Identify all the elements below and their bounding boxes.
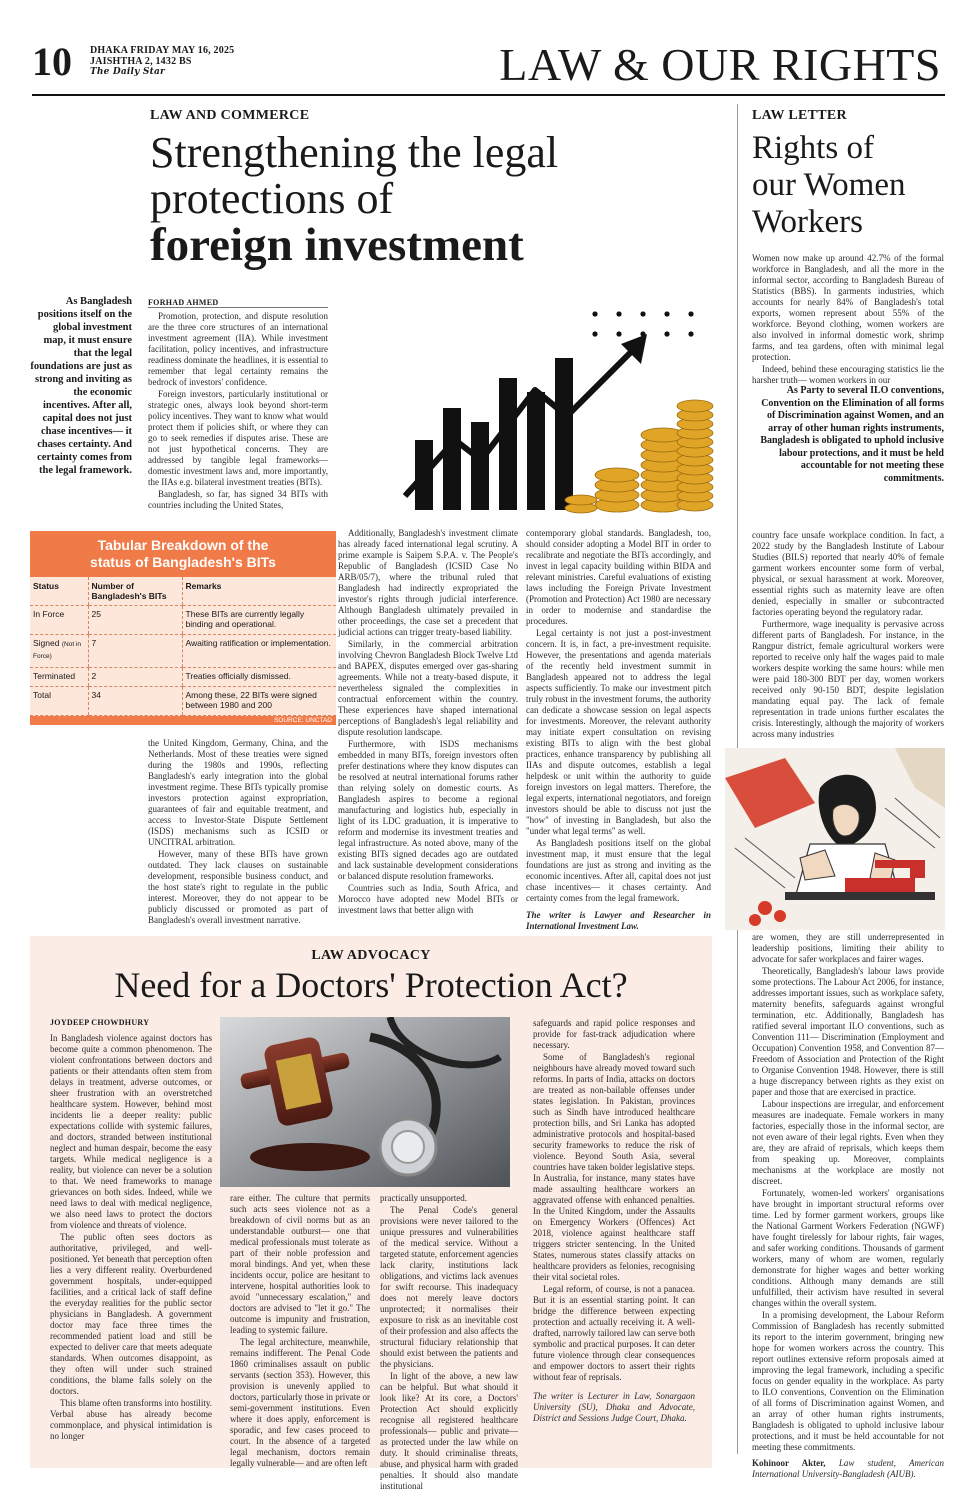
advocacy-column-1 (50, 1033, 212, 1443)
sewing-machine-icon (725, 748, 945, 930)
author-name: Kohinoor Akter, (752, 1458, 826, 1468)
paragraph: Foreign investors, particularly institutional or strategic ones, always look beyond short-term policy incentives. They want to know what would protect them if policies shift, or where they can go to seek remedies if disputes arise. These are not just hypothetical concerns. They are addressed by tangible legal frameworks— domestic investment laws and, more importantly, the IIAs e.g. bilateral investment treaties (BITs). (148, 389, 328, 487)
paragraph: practically unsupported. (380, 1193, 467, 1203)
paragraph: However, many of these BITs have grown outdated. They lack clauses on sustainable development, responsible business conduct, and the host state's right to regulate in the public interest. Moreover, they do not appear to be publicly discussed or promoted as part of Bangladesh's overall investment narrative. (148, 849, 328, 925)
letter-headline (752, 130, 952, 241)
paragraph: safeguards and rapid police responses and provide for fast-track adjudication where necessary. (533, 1018, 695, 1050)
paragraph: Indeed, behind these encouraging statistics lie the harsher truth— women workers in our (752, 364, 944, 385)
feature-column-1 (148, 311, 328, 512)
paragraph: As Bangladesh positions itself on the global investment map, it must ensure that the legal foundations are just as strong and inviting as the economic incentives. After all, capital does not just chase incentives— it chases certainty. And certainty comes from the legal framework. (526, 838, 711, 903)
letter-headline-line3: Workers (752, 204, 863, 240)
table-header-row (30, 577, 336, 606)
status-label: Total (33, 690, 51, 700)
woman-sewing-illustration (725, 748, 945, 930)
advocacy-column-2 (230, 1193, 370, 1470)
status-label: In Force (33, 609, 65, 619)
publication-logo: The Daily Star (90, 67, 165, 77)
feature-column-1-continued (148, 738, 328, 927)
feature-headline (150, 128, 710, 271)
status-cell (30, 687, 88, 716)
feature-kicker: LAW AND COMMERCE (150, 108, 310, 123)
paragraph: The legal architecture, meanwhile, remains indifferent. The Penal Code 1860 criminalises assault on public servants (section 353). However, this provision is unevenly applied to doctors, particularly those in private or semi-government institutions. Even where it does apply, enforcement is sporadic, and few cases proceed to court. In the absence of a targeted legal mechanism, doctors remain legally vulnerable— and are often left (230, 1337, 370, 1468)
status-label: Signed (33, 638, 60, 648)
paragraph: Furthermore, wage inequality is pervasive across different parts of Bangladesh. For instance, in the Rangpur district, female agricultural workers were reported to receive only half the wages paid to male workers despite working the same hours: while men were paid 180-300 BDT per day, women workers received only 90-150 BDT, despite legislation mandating equal pay. The lack of female representation in trade unions further escalates the crisis. Interestingly, although the majority of workers across many industries (752, 619, 944, 739)
paragraph: country face unsafe workplace condition. In fact, a 2022 study by the Bangladesh Institute of Labour Studies (BILS) reported that nearly 40% of female garment workers encounter some form of verbal, physical, or sexual harassment at work. Moreover, essential rights such as maternity leave are often denied, especially in smaller or subcontracted factories operating beyond the regulatory radar. (752, 530, 944, 617)
date-block (90, 45, 234, 78)
column-header: Status (30, 577, 88, 606)
author-desc: Law student, American International University-Bangladesh (AIUB). (752, 1458, 945, 1479)
letter-intro (752, 253, 944, 387)
advocacy-credit: The writer is Lecturer in Law, Sonargaon University (SU), Dhaka and Advocate, District and Sessions Judge Court, Dhaka. (533, 1391, 695, 1423)
number-cell: 2 (88, 668, 182, 687)
rising-arrow-coins-icon (395, 300, 717, 518)
paragraph: Some of Bangladesh's regional neighbours have already moved toward such reforms. In parts of India, attacks on doctors are treated as non-bailable offenses under states legislation. In Pakistan, provinces such as Sindh have introduced healthcare protection bills, and Sri Lanka has adopted administrative protocols and hospital-based security frameworks to reduce the risk of violence. Beyond South Asia, several countries have taken bolder legislative steps. In Australia, for instance, many states have made assaulting healthcare workers an aggravated offense with enhanced penalties. In the United Kingdom, under the Assaults on Emergency Workers (Offences) Act 2018, violence against healthcare staff triggers stricter sentencing. In the United States, numerous states classify attacks on healthcare providers as felonies, recognising their vital societal roles. (533, 1052, 695, 1282)
letter-pullquote: As Party to several ILO conventions, Convention on the Elimination of all forms of Discrimination against Women, and an array of other human rights instruments, Bangladesh is obligated to uphold inclusive labour protections, and it must be held accountable for not meeting these commitments. (760, 385, 944, 484)
feature-column-3 (526, 528, 711, 932)
remarks-cell: Among these, 22 BITs were signed between 1980 and 200 (182, 687, 336, 716)
status-label: Terminated (33, 671, 76, 681)
date-line: DHAKA FRIDAY MAY 16, 2025 (90, 45, 235, 56)
paragraph: Theoretically, Bangladesh's labour laws provide some protections. The Labour Act 2006, for instance, addresses important issues, such as workplace safety, maternity benefits, safeguards against wrongful termination, etc. Additionally, Bangladesh has ratified several important ILO conventions, such as Convention 111— Discrimination (Employment and Occupation) Convention 1958, and Convention 87— Freedom of Association and Protection of the Right to Organise Convention 1948. However, there is still a huge discrepancy between rights as they exist on paper and those that are exercised in practice. (752, 966, 944, 1097)
gavel-stethoscope-illustration (220, 1017, 510, 1187)
advocacy-kicker: LAW ADVOCACY (311, 948, 431, 963)
table-title (30, 531, 336, 577)
remarks-cell: These BITs are currently legally binding and operational. (182, 606, 336, 635)
number-cell: 34 (88, 687, 182, 716)
paragraph: Bangladesh, so far, has signed 34 BITs with countries including the United States, (148, 489, 328, 510)
paragraph: Countries such as India, South Africa, and Morocco have adopted new Model BITs or investment laws that better align with (338, 883, 518, 915)
letter-body (752, 530, 944, 741)
remarks-cell: Awaiting ratification or implementation. (182, 635, 336, 668)
gavel-icon (220, 1017, 510, 1187)
paragraph: Promotion, protection, and dispute resolution are the three core structures of an international investment agreement (IIA). While investment facilitation, policy incentives, and infrastructure readiness dominate the headlines, it is essential to remember that legal certainty remains the bedrock of investors' confidence. (148, 311, 328, 387)
feature-headline-line1: Strengthening the legal (150, 128, 559, 177)
paragraph: Additionally, Bangladesh's investment climate has already faced international legal scrutiny. A prime example is Saipem S.P.A. v. The People's Republic of Bangladesh (ICSID Case No ARB/05/7), where the tribunal ruled that Bangladesh had indirectly expropriated the investor's rights through judicial interference. Although Bangladesh ultimately prevailed in other proceedings, the case set a precedent that judicial actions can trigger treaty-based liability. (338, 528, 518, 637)
feature-headline-line3: foreign investment (150, 219, 524, 271)
number-cell: 25 (88, 606, 182, 635)
paragraph: In light of the above, a new law can be helpful. But what should it look like? At its core, a Doctors' Protection Act should explicitly recognise all registered healthcare professionals— public and private— as protected under the law while on duty. It should criminalise threats, abuse, and physical harm with graded penalties. It should also mandate institutional (380, 1371, 518, 1491)
byline-rule (148, 307, 328, 308)
section-title: LAW & OUR RIGHTS (499, 39, 941, 90)
advocacy-column-3 (380, 1193, 518, 1493)
table-title-line2: status of Bangladesh's BITs (90, 554, 276, 570)
advocacy-headline: Need for a Doctors' Protection Act? (114, 965, 628, 1005)
paragraph: The Penal Code's general provisions were never tailored to the unique pressures and vulnerabilities of the medical service. Without a targeted statute, enforcement agencies lack clarity, institutions lack obligations, and victims lack avenues for swift recourse. This inadequacy does not merely leave doctors unprotected; it normalises their exposure to risk as an inevitable cost of their profession and also affects the structural fiduciary relationship that should exist between the patients and the physicians. (380, 1205, 518, 1369)
bits-table (30, 531, 336, 725)
table-source: SOURCE: UNCTAD (30, 716, 336, 725)
column-header: Remarks (182, 577, 336, 606)
table-row (30, 687, 336, 716)
remarks-cell: Treaties officially dismissed. (182, 668, 336, 687)
letter-headline-line2: our Women (752, 167, 906, 203)
status-cell (30, 668, 88, 687)
feature-headline-line2: protections of (150, 174, 394, 223)
paragraph: Similarly, in the commercial arbitration involving Chevron Bangladesh Block Twelve Ltd and BAPEX, disputes emerged over gas-sharing agreements. While not a treaty-based dispute, it nevertheless signaled the complexities in contractual enforcement within the country. These experiences have shaped international perceptions of Bangladesh's legal reliability and dispute resolution landscape. (338, 639, 518, 737)
feature-column-2 (338, 528, 518, 917)
table-row (30, 635, 336, 668)
paragraph: Furthermore, with ISDS mechanisms embedded in many BITs, foreign investors often prefer destinations where they know disputes can be resolved at neutral international forums rather than relying solely on domestic courts. As Bangladesh aspires to become a regional manufacturing and logistics hub, especially in light of its LDC graduation, it is imperative to reform and modernise its investment treaties and legal infrastructure. As noted above, many of the existing BITs signed decades ago are outdated and lack sustainable development considerations or balanced dispute resolution frameworks. (338, 739, 518, 881)
letter-author (752, 1458, 944, 1480)
table-row (30, 668, 336, 687)
feature-credit: The writer is Lawyer and Researcher in International Investment Law. (526, 910, 711, 931)
masthead-rule (32, 94, 945, 96)
advocacy-byline: JOYDEEP CHOWDHURY (50, 1018, 150, 1027)
letter-headline-line1: Rights of (752, 130, 874, 166)
letter-kicker: LAW LETTER (752, 108, 847, 123)
table-row (30, 606, 336, 635)
bangla-date: JAISHTHA 2, 1432 BS (90, 56, 192, 67)
advocacy-column-4 (533, 1018, 695, 1424)
paragraph: In Bangladesh violence against doctors has become quite a common phenomenon. The violent confrontations between doctors and patients or their attendants often stem from delays in treatment, adverse outcomes, or sheer frustration with an overstretched healthcare system. However, behind most incidents lie a deeper reality: public expectations collide with systemic failures, and doctors, stranded between institutional neglect and human despair, become the easy targets. While medical negligence is a reality, but violence can never be a solution to that. We need frameworks to manage grievances on both sides. Indeed, while we need laws to deal with medical negligence, we also need laws to protect the doctors from violence and threats of violence. (50, 1033, 212, 1230)
paragraph: Women now make up around 42.7% of the formal workforce in Bangladesh, and all the more in the informal sector, according to Bangladesh Bureau of Statistics (BBS). In garments industries, which accounts for nearly 84% of Bangladesh's total exports, women represent about 55% of the workforce. Beyond clothing, women workers are also involved in informal domestic work, shrimp farms, and tea gardens, often with minimal legal protection. (752, 253, 944, 362)
table-title-line1: Tabular Breakdown of the (97, 537, 269, 553)
letter-tail (752, 932, 944, 1480)
feature-byline: FORHAD AHMED (148, 298, 219, 307)
paragraph: rare either. The culture that permits such acts sees violence not as a breakdown of civil norms but as an understandable outburst— one that medical professionals must tolerate as part of their noble profession and moral bindings. And yet, when these incidents occur, police are hesitant to intervene, hospital authorities look to avoid "unnecessary escalation," and doctors are advised to "let it go." The outcome is impunity and frustration, leading to systemic failure. (230, 1193, 370, 1335)
status-note: (Not in Force) (33, 641, 81, 660)
paragraph: The public often sees doctors as authoritative, privileged, and well-positioned. Yet beneath that perception often lies a very different reality. Overburdened government hospitals, under-equipped facilities, and a critical lack of staff define the everyday realities for the public sector physicians in Bangladesh. A government doctor may face three times the recommended patient load and still be expected to deliver care that meets adequate standards. When outcomes disappoint, as they often will under such strained conditions, the blame falls solely on the doctors. (50, 1232, 212, 1396)
growth-chart-illustration (395, 300, 717, 518)
status-cell (30, 606, 88, 635)
feature-pullquote: As Bangladesh positions itself on the global investment map, it must ensure that the legal foundations are just as strong and inviting as the economic incentives. After all, capital does not just chase incentives— it chases certainty. And certainty comes from the legal framework. (30, 296, 132, 476)
paragraph: Legal reform, of course, is not a panacea. But it is an essential starting point. It can bridge the difference between expecting protection and actually receiving it. A well-drafted, narrowly tailored law can serve both symbolic and practical purposes. It can deter future violence through clear consequences and empower doctors to assert their rights without fear of reprisals. (533, 1284, 695, 1382)
page-number: 10 (32, 39, 72, 84)
column-header: Number of Bangladesh's BITs (88, 577, 182, 606)
paragraph: the United Kingdom, Germany, China, and the Netherlands. Most of these treaties were signed during the 1980s and 1990s, reflecting Bangladesh's early integration into the global investment regime. These BITs typically promise investors protection against expropriation, guarantees of fair and equitable treatment, and access to Investor-State Dispute Settlement (ISDS) mechanisms such as ICSID or UNCITRAL arbitration. (148, 738, 328, 847)
paragraph: In a promising development, the Labour Reform Commission of Bangladesh has recently submitted its report to the interim government, bringing new hope for women workers across the country. This report outlines extensive reform proposals aimed at improving the legal framework, including a specific focus on gender equality in the workplace. As party to ILO conventions, Convention on the Elimination of all forms of Discrimination against Women, and an array of other human rights instruments, Bangladesh is obligated to uphold inclusive labour protections, and it must be held accountable for not meeting these commitments. (752, 1310, 944, 1452)
paragraph: This blame often transforms into hostility. Verbal abuse has already become commonplace, and physical intimidation is no longer (50, 1398, 212, 1441)
paragraph: Legal certainty is not just a post-investment concern. It is, in fact, a pre-investment requisite. However, the presentations and agenda materials of the recently held investment summit in Bangladesh appeared not to address the legal aspects sufficiently. To make our investment pitch truly robust in the investment forums, the authority can dedicate a showcase session on legal aspects for investments. Moreover, the relevant authority may initiate expert consultation on revising existing BITs to align with the best global practices, enhance transparency by publishing all IIAs and dispute outcomes, establish a legal helpdesk or unit within the authority to guide foreign investors on legal matters. Therefore, the legal experts, international negotiators, and foreign investors should be able to discuss not just the "how" of investing in Bangladesh, but also the "under what legal terms" as well. (526, 628, 711, 836)
paragraph: are women, they are still underrepresented in leadership positions, limiting their ability to advocate for safer workplaces and fairer wages. (752, 932, 944, 964)
table-body (30, 577, 336, 716)
number-cell: 7 (88, 635, 182, 668)
paragraph: Fortunately, women-led workers' organisations have brought in important structural reforms over time. Led by former garment workers, groups like the National Garment Workers Federation (NGWF) have fought tirelessly for labour rights, fair wages, and safer working conditions. Thousands of garment workers, many of whom are women, regularly demonstrate for higher wages and better working conditions. Although many demands are still unfulfilled, their activism have resulted in several changes within the overall system. (752, 1188, 944, 1308)
paragraph: contemporary global standards. Bangladesh, too, should consider adopting a Model BIT in order to recalibrate and negotiate the BITs accordingly, and invest in legal capacity building within BIDA and relevant ministries. Careful evaluations of existing laws including the Foreign Private Investment (Promotion and Protection) Act 1980 are necessary in order to modernise and standardise the procedures. (526, 528, 711, 626)
status-cell (30, 635, 88, 668)
paragraph: Labour inspections are irregular, and enforcement measures are inadequate. Female workers in many factories, especially those in the informal sector, are not even aware of their legal rights. Even when they are, they are afraid of reprisals, which keeps them from speaking up. Moreover, complaints mechanisms at the workplace are mostly not discreet. (752, 1099, 944, 1186)
